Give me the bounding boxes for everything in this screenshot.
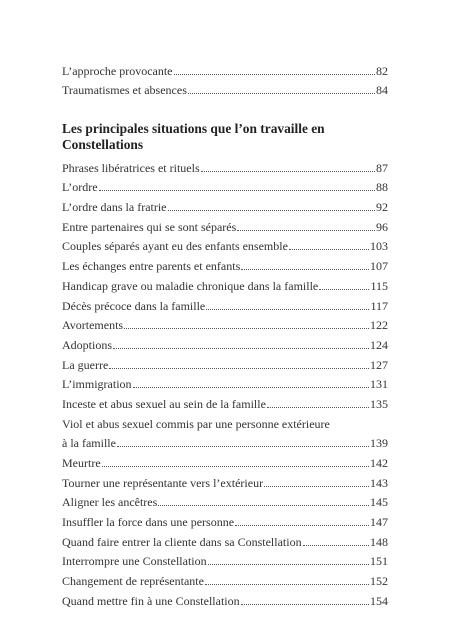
- toc-entry: [62, 529, 388, 549]
- toc-entry-title: La guerre: [62, 357, 109, 372]
- toc-entry: [62, 332, 388, 352]
- dot-leader: [241, 269, 369, 270]
- toc-entry-page: 96: [376, 219, 388, 234]
- toc-entry: [62, 568, 388, 588]
- toc-entry-title: Quand mettre fin à une Constellation: [62, 593, 240, 608]
- toc-entry-title: Avortements: [62, 318, 124, 333]
- toc-entry-page: 124: [370, 337, 388, 352]
- toc-entry-title: Tourner une représentante vers l’extérieur: [62, 475, 264, 490]
- toc-entry: [62, 78, 388, 98]
- toc-entry-title: L’ordre dans la fratrie: [62, 200, 167, 215]
- section-heading: [62, 121, 392, 153]
- toc-entry: [62, 372, 388, 392]
- dot-leader: [201, 171, 375, 172]
- dot-leader: [206, 309, 369, 310]
- dot-leader: [241, 604, 369, 605]
- dot-leader: [188, 93, 375, 94]
- dot-leader: [124, 328, 369, 329]
- toc-entry-page: 92: [376, 200, 388, 215]
- toc-entry-page: 88: [376, 180, 388, 195]
- toc-entry-title: Quand faire entrer la cliente dans sa Constellation: [62, 534, 302, 549]
- toc-entry-title: Insuffler la force dans une personne: [62, 515, 235, 530]
- toc-entry: [62, 588, 388, 608]
- toc-entry-page: 122: [370, 318, 388, 333]
- dot-leader: [235, 525, 369, 526]
- dot-leader: [289, 249, 369, 250]
- toc-entry-page: 82: [376, 63, 388, 78]
- toc-entry: [62, 155, 388, 175]
- toc-top-list: [62, 58, 388, 97]
- toc-entry-page: 139: [370, 436, 388, 451]
- section-heading-line2: Constellations: [62, 137, 144, 152]
- toc-entry: [62, 234, 388, 254]
- toc-entry-page: 103: [370, 239, 388, 254]
- toc-entry: [62, 313, 388, 333]
- dot-leader: [133, 387, 369, 388]
- toc-entry-title: Couples séparés ayant eu des enfants ensemble: [62, 239, 288, 254]
- toc-entry-page: 145: [370, 495, 388, 510]
- toc-entry-title: L’approche provocante: [62, 63, 173, 78]
- toc-entry: [62, 352, 388, 372]
- toc-entry: [62, 253, 388, 273]
- toc-entry-page: 131: [370, 377, 388, 392]
- toc-entry: [62, 273, 388, 293]
- toc-entry-title-continued: à la famille: [62, 436, 116, 451]
- toc-entry: [62, 431, 388, 451]
- toc-entry-title: Inceste et abus sexuel au sein de la famille: [62, 396, 266, 411]
- toc-entry-page: 84: [376, 83, 388, 98]
- dot-leader: [117, 446, 369, 447]
- toc-entry-title: Décès précoce dans la famille: [62, 298, 206, 313]
- toc-entry-title: L’ordre: [62, 180, 98, 195]
- dot-leader: [158, 505, 369, 506]
- toc-entry-page: 151: [370, 554, 388, 569]
- toc-entry-page: 87: [376, 160, 388, 175]
- dot-leader: [264, 486, 369, 487]
- toc-entry: [62, 450, 388, 470]
- dot-leader: [237, 230, 375, 231]
- toc-entry-title: Traumatismes et absences: [62, 83, 187, 98]
- toc-entry-page: 147: [370, 515, 388, 530]
- dot-leader: [303, 545, 369, 546]
- dot-leader: [267, 407, 369, 408]
- dot-leader: [208, 564, 369, 565]
- toc-entry-title: Changement de représentante: [62, 574, 204, 589]
- toc-entry-page: 143: [370, 475, 388, 490]
- toc-entry: [62, 194, 388, 214]
- toc-entry: [62, 175, 388, 195]
- toc-entry-page: 117: [370, 298, 388, 313]
- dot-leader: [205, 584, 369, 585]
- toc-entry: [62, 391, 388, 411]
- toc-entry-page: 107: [370, 259, 388, 274]
- dot-leader: [113, 348, 369, 349]
- toc-main-list: [62, 155, 388, 608]
- toc-entry-title: L’immigration: [62, 377, 132, 392]
- toc-entry-page: 115: [370, 278, 388, 293]
- toc-entry-title: Aligner les ancêtres: [62, 495, 158, 510]
- dot-leader: [174, 74, 375, 75]
- dot-leader: [168, 210, 375, 211]
- toc-entry-title: Adoptions: [62, 337, 113, 352]
- toc-entry-page: 135: [370, 396, 388, 411]
- toc-entry: [62, 549, 388, 569]
- toc-entry-title: Phrases libératrices et rituels: [62, 160, 200, 175]
- toc-entry-title: Les échanges entre parents et enfants: [62, 259, 241, 274]
- dot-leader: [319, 289, 369, 290]
- toc-entry-page: 127: [370, 357, 388, 372]
- toc-entry-page: 142: [370, 456, 388, 470]
- toc-entry: [62, 293, 388, 313]
- toc-entry: [62, 58, 388, 78]
- toc-entry-page: 152: [370, 574, 388, 589]
- toc-entry: [62, 509, 388, 529]
- toc-entry-title: Handicap grave ou maladie chronique dans la famille: [62, 278, 319, 293]
- toc-entry: [62, 490, 388, 510]
- dot-leader: [109, 368, 369, 369]
- toc-entry-title: Interrompre une Constellation: [62, 554, 207, 569]
- toc-entry-title: Meurtre: [62, 456, 101, 470]
- toc-entry-page: 154: [370, 593, 388, 608]
- section-heading-line1: Les principales situations que l’on travaille en: [62, 121, 325, 136]
- toc-entry-title: Entre partenaires qui se sont séparés: [62, 219, 237, 234]
- toc-entry-first-line: [62, 411, 388, 431]
- toc-entry-page: 148: [370, 534, 388, 549]
- dot-leader: [102, 466, 369, 467]
- toc-entry: [62, 214, 388, 234]
- toc-entry-title: Viol et abus sexuel commis par une personne extérieure: [62, 416, 330, 431]
- toc-entry: [62, 470, 388, 490]
- dot-leader: [99, 190, 375, 191]
